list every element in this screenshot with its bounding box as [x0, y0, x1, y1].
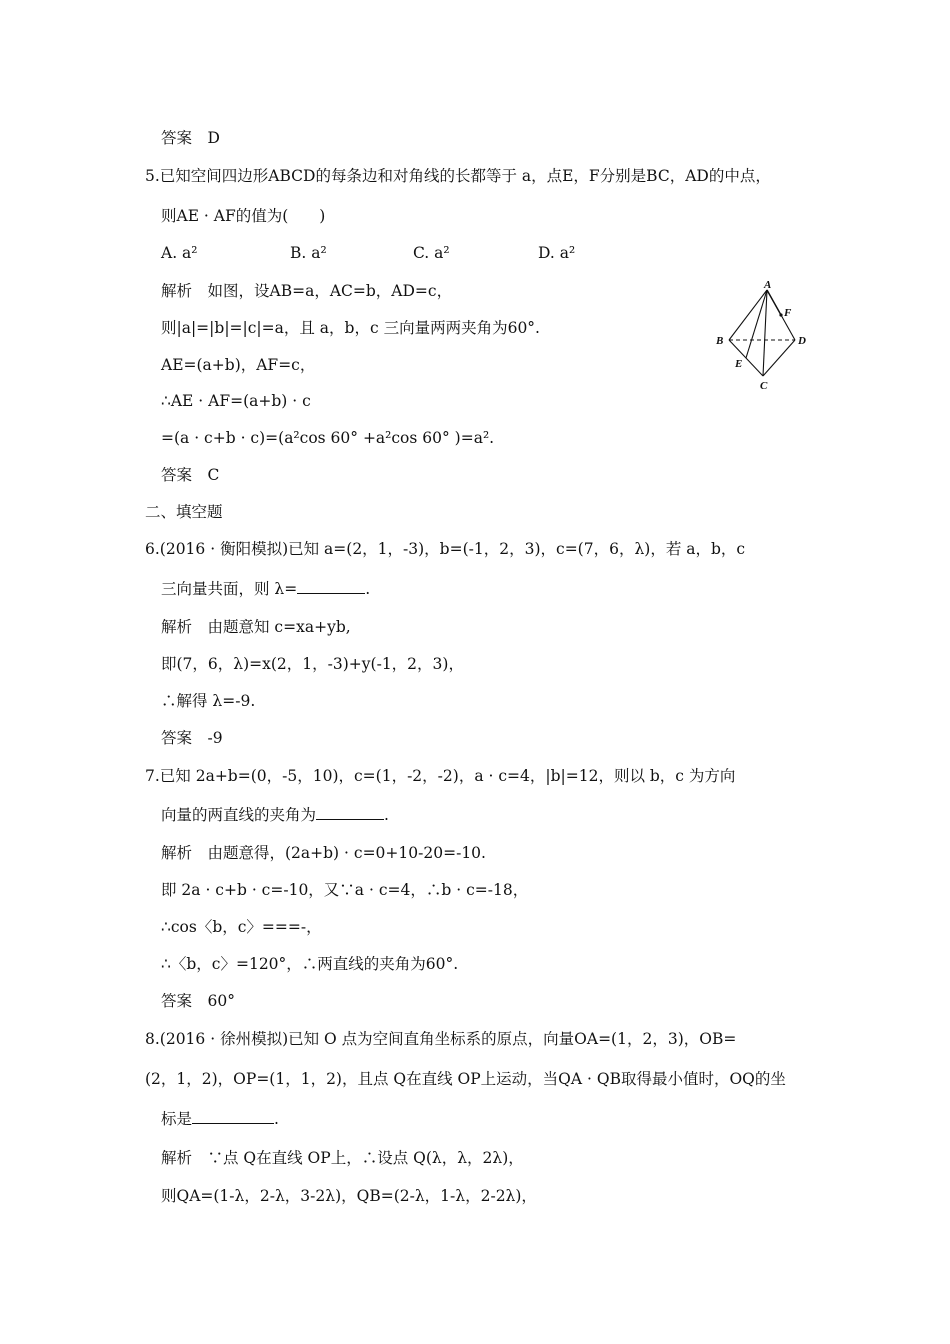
q6-answer-blank — [297, 579, 365, 594]
label-f: F — [784, 307, 792, 319]
q8-stem-line2: (2，1，2)，OP=(1，1，2)，且点 Q在直线 OP上运动，当QA · QB取得最小值时，OQ的坐 — [145, 1070, 786, 1088]
q8-stem-line1: 8.(2016 · 徐州模拟)已知 O 点为空间直角坐标系的原点，向量OA=(1，2，3)，OB= — [145, 1030, 737, 1048]
segment-af — [767, 290, 781, 315]
q6-solution-line2: 即(7，6，λ)=x(2，1，-3)+y(-1，2，3)， — [161, 655, 464, 673]
q8-answer-blank — [192, 1109, 274, 1124]
q5-solution-line3: AE=(a+b)，AF=c， — [161, 356, 316, 374]
point-f — [779, 313, 782, 316]
q5-stem-line1: 5.已知空间四边形ABCD的每条边和对角线的长都等于 a，点E，F分别是BC，AD的中点， — [145, 167, 771, 185]
q6-stem-line2 — [161, 579, 370, 599]
section-heading-fill-in: 二、填空题 — [145, 503, 223, 521]
q8-stem-line3 — [161, 1109, 279, 1129]
q5-solution-line1: 解析 如图，设AB=a，AC=b，AD=c， — [161, 282, 453, 300]
answer-q7: 答案 60° — [161, 992, 235, 1010]
q7-stem-line1: 7.已知 2a+b=(0，-5，10)，c=(1，-2，-2)，a · c=4，|b|=12，则以 b，c 为方向 — [145, 767, 736, 785]
label-e: E — [735, 358, 743, 370]
q8-solution-line1: 解析 ∵点 Q在直线 OP上，∴设点 Q(λ，λ，2λ)， — [161, 1149, 524, 1167]
q5-stem-line2: 则AE · AF的值为( ) — [161, 207, 326, 225]
q7-solution-line3: ∴cos〈b，c〉===-， — [161, 918, 322, 936]
q6-solution-line1: 解析 由题意知 c=xa+yb, — [161, 618, 351, 636]
q7-stem-end: . — [384, 806, 389, 824]
q7-stem-text: 向量的两直线的夹角为 — [161, 806, 317, 824]
q7-solution-line1: 解析 由题意得，(2a+b) · c=0+10-20=-10. — [161, 844, 486, 862]
q5-option-c: C. a² — [413, 244, 450, 262]
q6-stem-end: . — [365, 580, 371, 598]
q5-option-b: B. a² — [290, 244, 327, 262]
q5-solution-line4: ∴AE · AF=(a+b) · c — [161, 392, 311, 410]
q5-option-d: D. a² — [538, 244, 576, 262]
answer-q5: 答案 C — [161, 466, 220, 484]
q5-option-a: A. a² — [161, 244, 198, 262]
answer-q6: 答案 -9 — [161, 729, 223, 747]
q7-solution-line2: 即 2a · c+b · c=-10，又∵a · c=4，∴b · c=-18， — [161, 881, 529, 899]
q7-stem-line2 — [161, 805, 389, 825]
label-d: D — [798, 335, 806, 347]
q8-stem-text: 标是 — [161, 1110, 193, 1128]
tetrahedron-diagram — [705, 278, 815, 398]
tetrahedron-figure — [705, 278, 815, 402]
label-c: C — [760, 380, 768, 392]
q8-solution-line2: 则QA=(1-λ，2-λ，3-2λ)，QB=(2-λ，1-λ，2-2λ)， — [161, 1187, 537, 1205]
q6-stem-line1: 6.(2016 · 衡阳模拟)已知 a=(2，1，-3)，b=(-1，2，3)，c=(7，6，λ)，若 a，b，c — [145, 540, 746, 558]
q6-stem-text: 三向量共面，则 λ= — [161, 580, 298, 598]
edge-ab — [729, 290, 767, 340]
label-a: A — [764, 279, 772, 291]
label-b: B — [716, 335, 724, 347]
q7-answer-blank — [316, 805, 384, 820]
q6-solution-line3: ∴解得 λ=-9. — [161, 692, 256, 710]
edge-ac — [763, 290, 767, 376]
q5-solution-line5: =(a · c+b · c)=(a²cos 60° +a²cos 60° )=a². — [161, 429, 495, 447]
edge-cd — [763, 340, 795, 376]
q7-solution-line4: ∴〈b，c〉=120°，∴两直线的夹角为60°. — [161, 955, 459, 973]
answer-q4: 答案 D — [161, 129, 220, 147]
q8-stem-end: . — [274, 1110, 279, 1128]
q5-solution-line2: 则|a|=|b|=|c|=a，且 a，b，c 三向量两两夹角为60°. — [161, 319, 540, 337]
